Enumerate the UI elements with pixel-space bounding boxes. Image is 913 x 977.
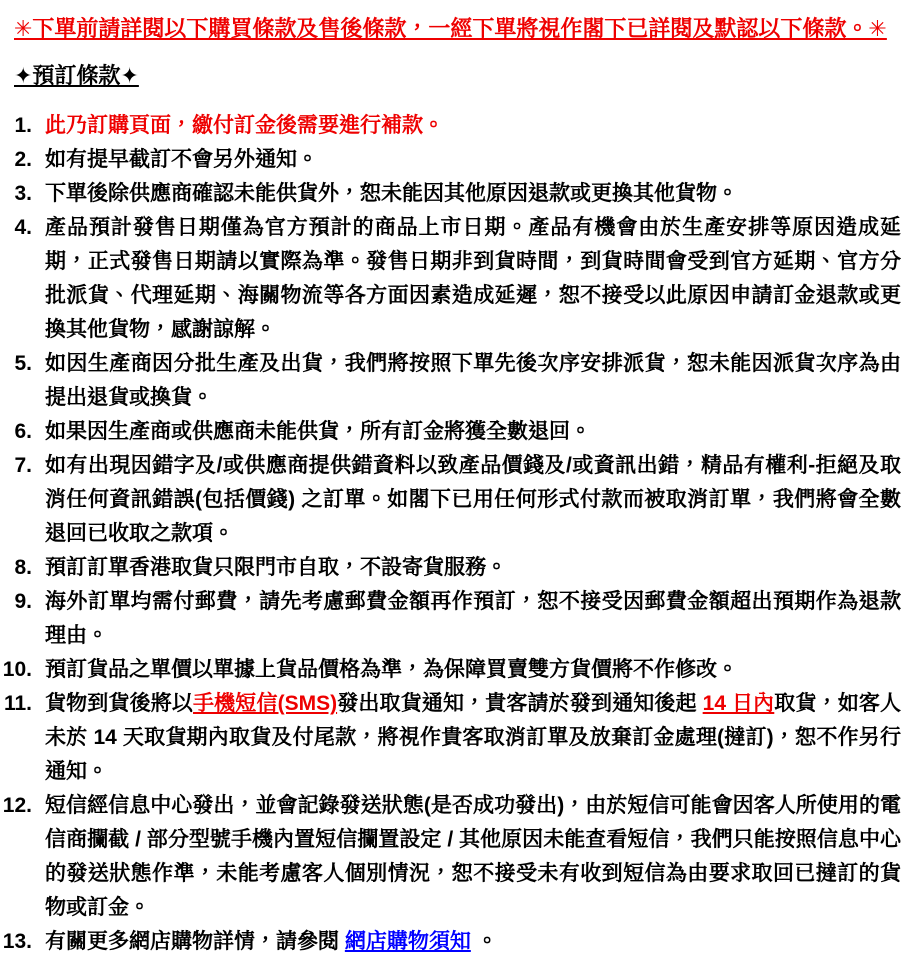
term-number: 1.	[14, 114, 32, 137]
term-text-segment: 發出取貨通知，貴客請於發到通知後起	[337, 692, 703, 715]
term-number: 6.	[14, 420, 32, 443]
term-content	[45, 347, 901, 415]
term-text-segment: 預訂貨品之單價以單據上貨品價格為準，為保障買賣雙方貨價將不作修改。	[45, 658, 738, 681]
term-content	[45, 925, 901, 959]
term-text-segment: 預訂訂單香港取貨只限門市自取，不設寄貨服務。	[45, 556, 507, 579]
term-content	[45, 789, 901, 925]
term-number: 8.	[14, 556, 32, 579]
term-text-segment: 短信經信息中心發出，並會記錄發送狀態(是否成功發出)，由於短信可能會因客人所使用的電信商攔截 / 部分型號手機內置短信攔置設定 / 其他原因未能查看短信，我們只能按照信息中心的發送狀態作準，未能考慮客人個別情況，恕不接受未有收到短信為由要求取回已撻訂的貨物或訂金。	[45, 794, 901, 919]
term-text-segment: 下單後除供應商確認未能供貨外，恕未能因其他原因退款或更換其他貨物。	[45, 182, 738, 205]
term-item	[0, 585, 901, 653]
term-item	[0, 551, 901, 585]
term-text-segment: 貨物到貨後將以	[45, 692, 194, 715]
shop-notice-link[interactable]: 網店購物須知	[344, 930, 471, 953]
term-item	[0, 415, 901, 449]
term-number: 7.	[14, 454, 32, 477]
term-item	[0, 789, 901, 925]
term-content	[45, 653, 901, 687]
term-item	[0, 211, 901, 347]
term-content	[45, 211, 901, 347]
term-content	[45, 415, 901, 449]
term-number: 5.	[14, 352, 32, 375]
term-content	[45, 687, 901, 789]
term-item	[0, 109, 901, 143]
term-number: 2.	[14, 148, 32, 171]
term-number: 9.	[14, 590, 32, 613]
term-item	[0, 653, 901, 687]
term-item	[0, 449, 901, 551]
term-text-segment: 有關更多網店購物詳情，請參閱	[45, 930, 345, 953]
term-text-segment: 產品預計發售日期僅為官方預計的商品上市日期。產品有機會由於生產安排等原因造成延期，正式發售日期請以實際為準。發售日期非到貨時間，到貨時間會受到官方延期、官方分批派貨、代理延期、海關物流等各方面因素造成延遲，恕不接受以此原因申請訂金退款或更換其他貨物，感謝諒解。	[45, 216, 901, 341]
term-item	[0, 177, 901, 211]
term-content	[45, 585, 901, 653]
term-text-segment: 海外訂單均需付郵費，請先考慮郵費金額再作預訂，恕不接受因郵費金額超出預期作為退款理由。	[45, 590, 901, 647]
term-text-segment: 。	[470, 930, 498, 953]
term-text-segment: 手機短信(SMS)	[193, 692, 338, 715]
term-text-segment: 如因生產商因分批生產及出貨，我們將按照下單先後次序安排派貨，恕未能因派貨次序為由提出退貨或換貨。	[45, 352, 901, 409]
pre-order-warning-header: ✳下單前請詳閱以下購買條款及售後條款，一經下單將視作閣下已詳閱及默認以下條款。✳	[14, 16, 887, 41]
term-item	[0, 143, 901, 177]
terms-list	[0, 109, 901, 959]
term-item	[0, 687, 901, 789]
term-number: 12.	[2, 794, 32, 817]
term-number: 4.	[14, 216, 32, 239]
term-number: 13.	[2, 930, 32, 953]
term-text-segment: 如有提早截訂不會另外通知。	[45, 148, 318, 171]
term-content	[45, 551, 901, 585]
term-item	[0, 925, 901, 959]
term-content	[45, 109, 901, 143]
term-text-segment: 如果因生產商或供應商未能供貨，所有訂金將獲全數退回。	[45, 420, 591, 443]
term-item	[0, 347, 901, 415]
term-content	[45, 449, 901, 551]
term-text-segment: 14 日內	[702, 692, 775, 715]
term-content	[45, 177, 901, 211]
term-number: 10.	[2, 658, 32, 681]
term-text-segment: 如有出現因錯字及/或供應商提供錯資料以致產品價錢及/或資訊出錯，精品有權利-拒絕及取消任何資訊錯誤(包括價錢) 之訂單。如閣下已用任何形式付款而被取消訂單，我們將會全數退回已收取之款項。	[45, 454, 901, 545]
term-content	[45, 143, 901, 177]
term-text-segment: 此乃訂購頁面，繳付訂金後需要進行補款。	[45, 114, 444, 137]
term-number: 11.	[3, 692, 32, 715]
section-title: ✦預訂條款✦	[14, 63, 139, 88]
term-text-segment: 取貨，如客人未於 14 天取貨期內取貨及付尾款，將視作貴客取消訂單及放棄訂金處理(撻訂)，恕不作另行通知。	[45, 692, 901, 783]
term-number: 3.	[14, 182, 32, 205]
